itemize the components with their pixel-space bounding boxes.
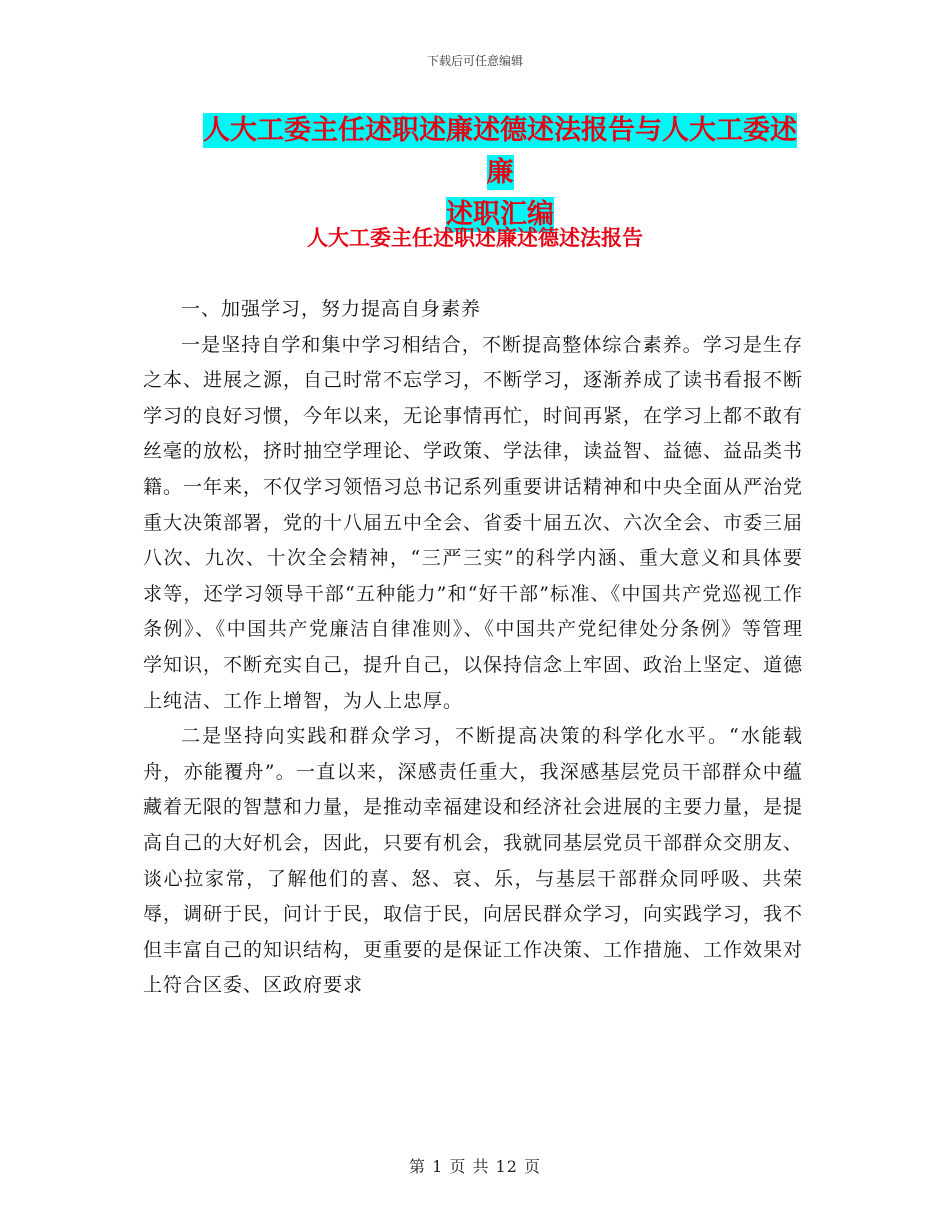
section-title: 人大工委主任述职述廉述德述法报告	[307, 226, 643, 250]
main-title-line2: 述职汇编	[446, 199, 554, 230]
paragraph: 二是坚持向实践和群众学习，不断提高决策的科学化水平。“水能载舟，亦能覆舟”。一直以来，深感责任重大，我深感基层党员干部群众中蕴藏着无限的智慧和力量，是推动幸福建设和经济社会进展的主要力量，是提高自己的大好机会，因此，只要有机会，我就同基层党员干部群众交朋友、谈心拉家常，了解他们的喜、怒、哀、乐，与基层干部群众同呼吸、共荣辱，调研于民，问计于民，取信于民，向居民群众学习，向实践学习，我不但丰富自己的知识结构，更重要的是保证工作决策、工作措施、工作效果对上符合区委、区政府要求	[143, 725, 804, 997]
page-footer: 第 1 页 共 12 页	[409, 1157, 541, 1176]
paragraph-heading: 一、加强学习，努力提高自身素养	[181, 298, 482, 320]
main-title	[190, 110, 810, 236]
main-title-line1: 人大工委主任述职述廉述德述法报告与人大工委述廉	[203, 115, 797, 188]
paragraph: 一是坚持自学和集中学习相结合，不断提高整体综合素养。学习是生存之本、进展之源，自己时常不忘学习，不断学习，逐渐养成了读书看报不断学习的良好习惯，今年以来，无论事情再忙，时间再紧，在学习上都不敢有丝毫的放松，挤时抽空学理论、学政策、学法律，读益智、益德、益品类书籍。一年来，不仅学习领悟习总书记系列重要讲话精神和中央全面从严治党重大决策部署，党的十八届五中全会、省委十届五次、六次全会、市委三届八次、九次、十次全会精神，“三严三实”的科学内涵、重大意义和具体要求等，还学习领导干部“五种能力”和“好干部”标准、《中国共产党巡视工作条例》、《中国共产党廉洁自律准则》、《中国共产党纪律处分条例》等管理学知识，不断充实自己，提升自己，以保持信念上牢固、政治上坚定、道德上纯洁、工作上增智，为人上忠厚。	[143, 333, 804, 712]
header-note: 下载后可任意编辑	[426, 54, 523, 68]
body-text	[143, 292, 803, 1004]
